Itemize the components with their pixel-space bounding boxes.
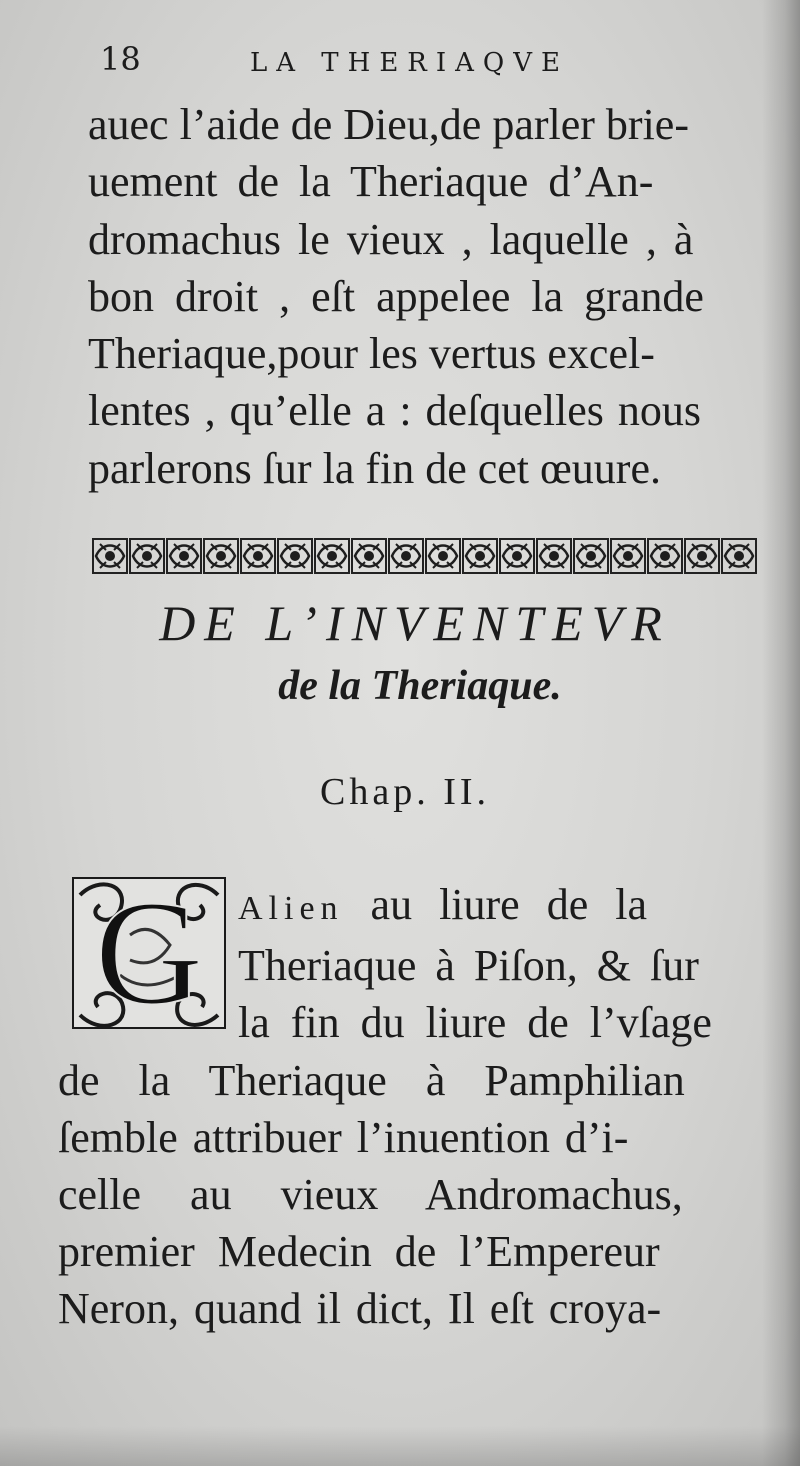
svg-text:G: G bbox=[94, 875, 204, 1035]
text-line: ſemble attribuer l’inuention d’i- bbox=[58, 1112, 629, 1162]
text-line: Neron, quand il dict, Il eſt croya- bbox=[58, 1284, 662, 1334]
text-line: uement de la Theriaque d’An- bbox=[88, 157, 654, 207]
page-edge-shadow bbox=[762, 0, 800, 1466]
opening-word: Alien bbox=[238, 890, 344, 927]
ornamental-border bbox=[92, 536, 758, 576]
page-bottom-shadow bbox=[0, 1426, 800, 1466]
text-line: Alien au liure de la bbox=[238, 880, 647, 929]
text-line: Theriaque à Piſon, & ſur bbox=[238, 941, 699, 991]
text-line: dromachus le vieux , laquelle , à bbox=[88, 214, 694, 264]
text-line: auec l’aide de Dieu,de parler brie- bbox=[88, 100, 689, 149]
chapter-title: DE L’INVENTEVR bbox=[159, 595, 671, 651]
text-line: Theriaque,pour les vertus excel- bbox=[88, 329, 655, 379]
chapter-number: Chap. II. bbox=[319, 771, 491, 813]
text-line: de la Theriaque à Pamphilian bbox=[58, 1055, 685, 1105]
text-line: lentes , qu’elle a : deſquelles nous bbox=[88, 386, 702, 436]
top-paragraph bbox=[88, 96, 773, 497]
text-line: celle au vieux Andromachus, bbox=[58, 1170, 683, 1220]
body-paragraph bbox=[58, 876, 748, 1338]
text-line: parlerons ſur la fin de cet œuure. bbox=[88, 443, 661, 493]
text-line: bon droit , eſt appelee la grande bbox=[88, 271, 704, 321]
page-number: 18 bbox=[100, 40, 141, 78]
running-title: LA THERIAQVE bbox=[250, 48, 569, 78]
text-line: premier Medecin de l’Empereur bbox=[58, 1227, 660, 1277]
page-header bbox=[100, 40, 660, 90]
chapter-subtitle: de la Theriaque. bbox=[278, 663, 562, 709]
text-line: la fin du liure de l’vſage bbox=[238, 998, 712, 1048]
